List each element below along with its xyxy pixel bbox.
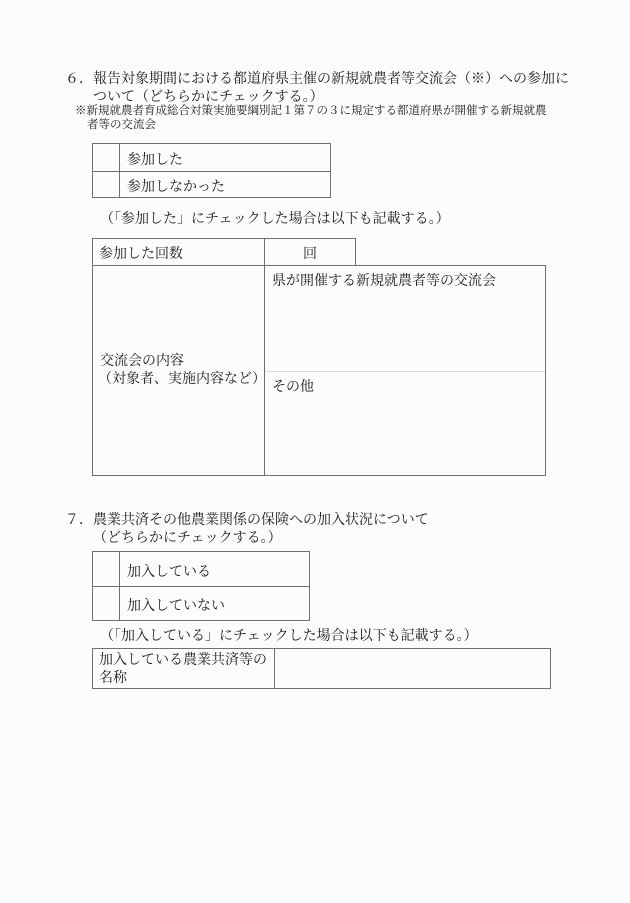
section6-asterisk-note-line2: 者等の交流会 bbox=[87, 117, 156, 131]
section7-heading-line1: ７．農業共済その他農業関係の保険への加入状況について bbox=[65, 512, 429, 528]
meeting-content-table bbox=[92, 265, 546, 476]
participation-count-row bbox=[92, 238, 356, 265]
checkbox-cell-not-enrolled[interactable] bbox=[93, 586, 119, 620]
meeting-content-label-line2: （対象者、実施内容など） bbox=[98, 371, 266, 387]
section6-asterisk-note-line1: ※新規就農者育成総合対策実施要綱別記１第７の３に規定する都道府県が開催する新規就農 bbox=[75, 103, 547, 117]
checkbox-cell-not-participated[interactable] bbox=[93, 171, 119, 197]
section6-followup-note: （「参加した」にチェックした場合は以下も記載する。） bbox=[100, 211, 450, 227]
option-label-enrolled: 加入している bbox=[127, 564, 211, 580]
participation-count-unit: 回 bbox=[303, 246, 317, 262]
content-category2-label: その他 bbox=[272, 379, 314, 395]
checkbox-cell-participated[interactable] bbox=[93, 144, 119, 171]
option-label-not-participated: 参加しなかった bbox=[127, 179, 225, 195]
table-divider bbox=[93, 586, 309, 587]
insurance-name-table bbox=[92, 648, 551, 689]
section7-followup-note: （「加入している」にチェックした場合は以下も記載する。） bbox=[100, 628, 478, 644]
insurance-name-input[interactable] bbox=[275, 649, 550, 688]
table-divider bbox=[93, 171, 330, 172]
option-label-participated: 参加した bbox=[127, 152, 183, 168]
participation-check-table bbox=[92, 143, 331, 198]
participation-count-label: 参加した回数 bbox=[99, 246, 183, 262]
content-category1-label: 県が開催する新規就農者等の交流会 bbox=[272, 273, 496, 289]
meeting-content-label-line1: 交流会の内容 bbox=[100, 353, 184, 369]
option-label-not-enrolled: 加入していない bbox=[127, 598, 225, 614]
checkbox-cell-enrolled[interactable] bbox=[93, 552, 119, 586]
section6-heading-line2: ついて（どちらかにチェックする。） bbox=[93, 89, 324, 105]
section7-heading-line2: （どちらかにチェックする。） bbox=[93, 530, 282, 546]
insurance-name-label: 加入している農業共済等の名称 bbox=[99, 652, 267, 686]
section6-heading-line1: ６．報告対象期間における都道府県主催の新規就農者等交流会（※）への参加に bbox=[65, 71, 569, 87]
insurance-check-table bbox=[92, 551, 310, 621]
